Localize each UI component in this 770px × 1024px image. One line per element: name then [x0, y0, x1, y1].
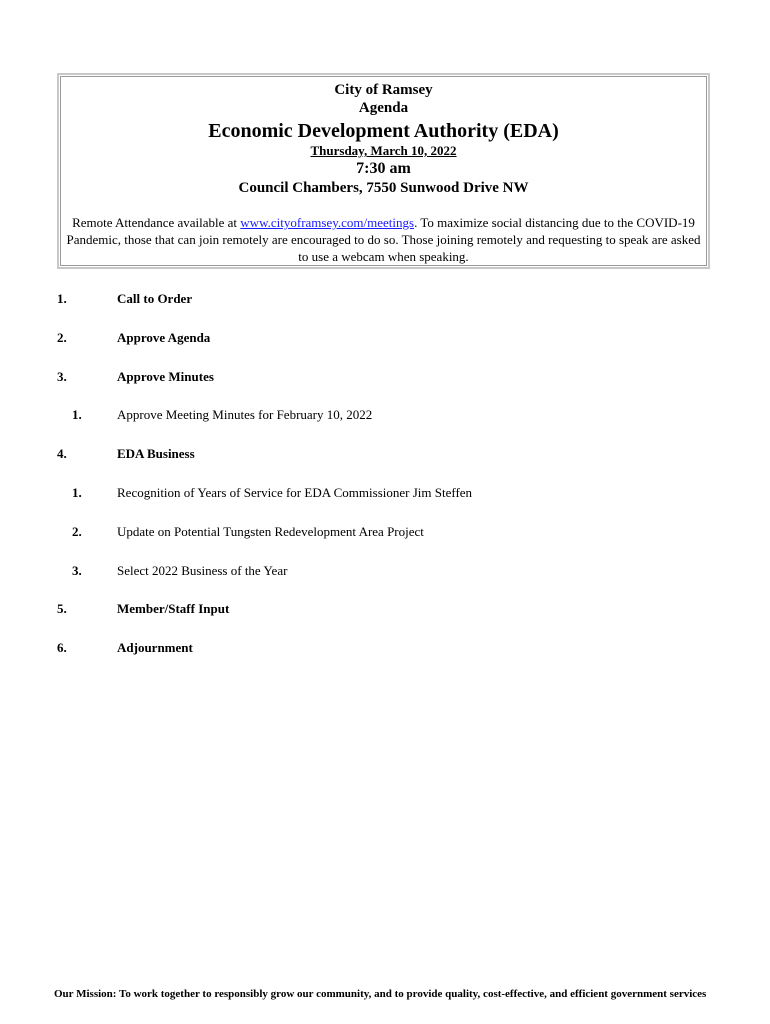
item-number: 2.	[72, 524, 82, 539]
item-label: Adjournment	[117, 640, 193, 655]
remote-suffix: . To maximize social distancing due to the COVID-19 Pandemic, those that can join remotely are encouraged to do so. Those joining remotely and requesting to speak are asked to use a webcam when speaking.	[66, 215, 701, 264]
item-number: 3.	[57, 369, 67, 384]
item-label[interactable]: Recognition of Years of Service for EDA Commissioner Jim Steffen	[117, 485, 473, 500]
item-number: 6.	[57, 640, 67, 655]
city-name: City of Ramsey	[334, 82, 433, 98]
header-box	[57, 73, 710, 269]
meeting-time: 7:30 am	[356, 160, 411, 177]
item-number: 3.	[72, 563, 82, 578]
meeting-date: Thursday, March 10, 2022	[310, 143, 457, 158]
item-number: 1.	[72, 407, 82, 422]
item-number: 1.	[57, 291, 67, 306]
item-label: Member/Staff Input	[117, 601, 230, 616]
item-label: Approve Minutes	[117, 369, 214, 384]
item-number: 5.	[57, 601, 67, 616]
item-label: EDA Business	[117, 446, 195, 461]
item-label[interactable]: Update on Potential Tungsten Redevelopment Area Project	[117, 524, 424, 539]
mission-statement: Our Mission: To work together to responsibly grow our community, and to provide quality, cost-effective, and efficient government services	[54, 988, 707, 1000]
page-title: Economic Development Authority (EDA)	[208, 120, 559, 142]
item-label[interactable]: Approve Meeting Minutes for February 10, 2022	[117, 407, 373, 422]
item-label: Call to Order	[117, 291, 193, 306]
remote-attendance-note	[63, 214, 704, 265]
meeting-location: Council Chambers, 7550 Sunwood Drive NW	[238, 180, 529, 196]
item-label[interactable]: Select 2022 Business of the Year	[117, 563, 288, 578]
item-number: 2.	[57, 330, 67, 345]
meetings-link[interactable]: www.cityoframsey.com/meetings	[240, 215, 415, 230]
item-number: 4.	[57, 446, 67, 461]
item-label: Approve Agenda	[117, 330, 211, 345]
doc-type: Agenda	[358, 100, 409, 116]
remote-prefix: Remote Attendance available at	[72, 215, 241, 230]
item-number: 1.	[72, 485, 82, 500]
